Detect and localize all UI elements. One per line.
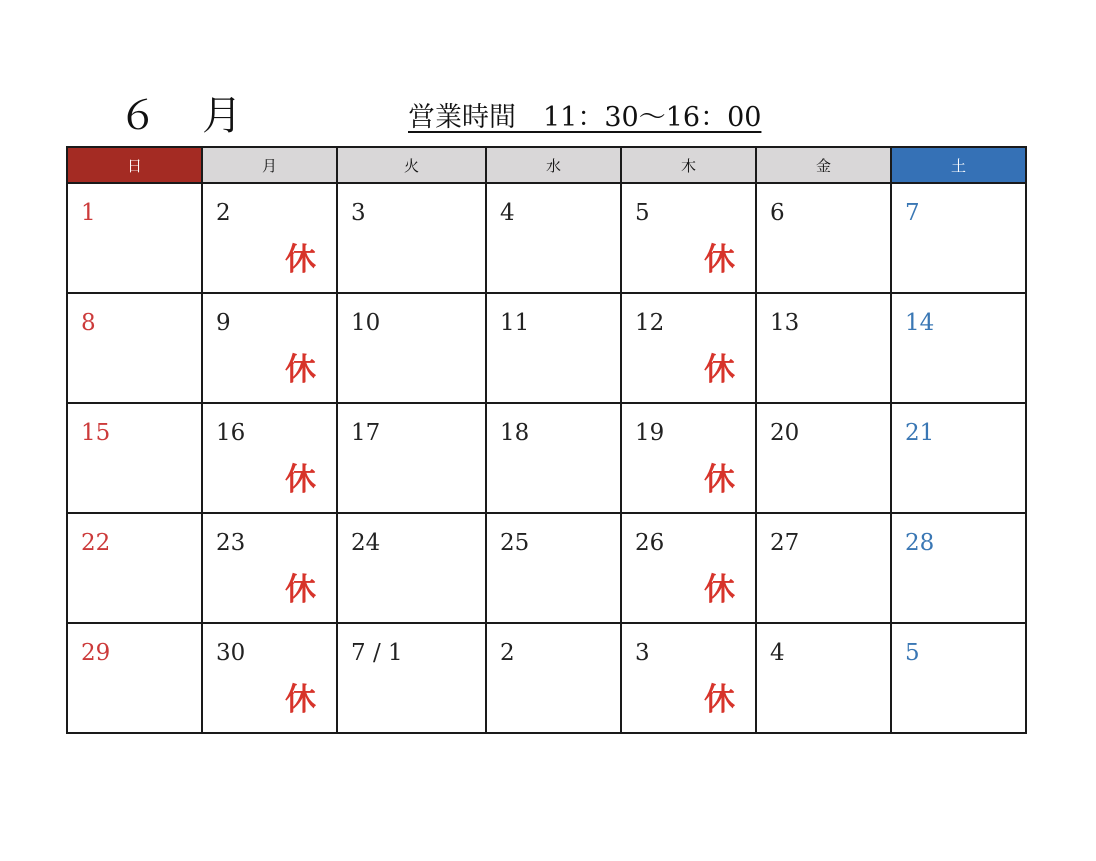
day-number: 8	[81, 310, 96, 336]
day-number: 27	[770, 530, 800, 556]
day-number: 29	[81, 640, 111, 666]
closed-day-mark: 休	[285, 352, 316, 388]
day-number: 23	[216, 530, 246, 556]
day-number: 5	[635, 200, 650, 226]
calendar-day-cell	[486, 513, 621, 623]
day-number: 4	[500, 200, 515, 226]
calendar-week-row	[67, 623, 1026, 733]
calendar-day-cell	[67, 403, 202, 513]
day-number: 2	[500, 640, 515, 666]
closed-day-mark: 休	[285, 572, 316, 608]
day-number: 7	[905, 200, 920, 226]
calendar-day-cell	[337, 623, 486, 733]
day-number: 7 / 1	[351, 640, 403, 666]
calendar-day-cell	[756, 293, 891, 403]
day-number: 6	[770, 200, 785, 226]
day-number: 19	[635, 420, 665, 446]
calendar-day-cell	[756, 513, 891, 623]
day-number: 30	[216, 640, 246, 666]
calendar-day-cell	[67, 513, 202, 623]
calendar-day-cell	[891, 403, 1026, 513]
day-number: 1	[81, 200, 96, 226]
day-number: 11	[500, 310, 530, 336]
weekday-header-wednesday: 水	[486, 147, 621, 183]
calendar-day-cell	[621, 623, 756, 733]
calendar-grid	[66, 146, 1027, 734]
calendar-day-cell	[202, 623, 337, 733]
calendar-day-cell	[891, 513, 1026, 623]
calendar-day-cell	[337, 403, 486, 513]
weekday-header-saturday: 土	[891, 147, 1026, 183]
calendar-week-row	[67, 293, 1026, 403]
day-number: 24	[351, 530, 381, 556]
day-number: 20	[770, 420, 800, 446]
calendar-day-cell	[202, 403, 337, 513]
calendar-day-cell	[621, 513, 756, 623]
calendar-week-row	[67, 183, 1026, 293]
calendar-week-row	[67, 403, 1026, 513]
day-number: 12	[635, 310, 665, 336]
calendar-day-cell	[67, 183, 202, 293]
day-number: 10	[351, 310, 381, 336]
day-number: 2	[216, 200, 231, 226]
calendar-day-cell	[67, 623, 202, 733]
weekday-header-tuesday: 火	[337, 147, 486, 183]
day-number: 4	[770, 640, 785, 666]
calendar-day-cell	[756, 183, 891, 293]
day-number: 21	[905, 420, 935, 446]
day-number: 3	[635, 640, 650, 666]
closed-day-mark: 休	[285, 462, 316, 498]
calendar-week-row	[67, 513, 1026, 623]
business-hours: 営業時間 11：30〜16：00	[408, 102, 762, 133]
calendar-day-cell	[486, 293, 621, 403]
calendar-day-cell	[621, 183, 756, 293]
calendar-day-cell	[202, 293, 337, 403]
calendar-day-cell	[891, 293, 1026, 403]
weekday-header-row	[67, 147, 1026, 183]
day-number: 3	[351, 200, 366, 226]
day-number: 18	[500, 420, 530, 446]
calendar-day-cell	[486, 183, 621, 293]
day-number: 9	[216, 310, 231, 336]
calendar-body	[67, 183, 1026, 733]
closed-day-mark: 休	[704, 242, 735, 278]
day-number: 28	[905, 530, 935, 556]
closed-day-mark: 休	[704, 462, 735, 498]
day-number: 22	[81, 530, 111, 556]
closed-day-mark: 休	[285, 682, 316, 718]
weekday-header-thursday: 木	[621, 147, 756, 183]
closed-day-mark: 休	[704, 682, 735, 718]
closed-day-mark: 休	[704, 352, 735, 388]
calendar-day-cell	[756, 623, 891, 733]
closed-day-mark: 休	[285, 242, 316, 278]
calendar-day-cell	[621, 293, 756, 403]
calendar-day-cell	[756, 403, 891, 513]
calendar-day-cell	[891, 183, 1026, 293]
calendar-day-cell	[202, 183, 337, 293]
calendar-day-cell	[621, 403, 756, 513]
calendar-day-cell	[891, 623, 1026, 733]
day-number: 13	[770, 310, 800, 336]
day-number: 17	[351, 420, 381, 446]
day-number: 16	[216, 420, 246, 446]
calendar-day-cell	[337, 183, 486, 293]
day-number: 26	[635, 530, 665, 556]
closed-day-mark: 休	[704, 572, 735, 608]
weekday-header-monday: 月	[202, 147, 337, 183]
day-number: 14	[905, 310, 935, 336]
day-number: 5	[905, 640, 920, 666]
month-title: ６ 月	[118, 93, 244, 139]
calendar-day-cell	[202, 513, 337, 623]
calendar-day-cell	[337, 293, 486, 403]
calendar-day-cell	[67, 293, 202, 403]
calendar-day-cell	[337, 513, 486, 623]
weekday-header-sunday: 日	[67, 147, 202, 183]
calendar-day-cell	[486, 623, 621, 733]
calendar-day-cell	[486, 403, 621, 513]
day-number: 25	[500, 530, 530, 556]
day-number: 15	[81, 420, 111, 446]
weekday-header-friday: 金	[756, 147, 891, 183]
